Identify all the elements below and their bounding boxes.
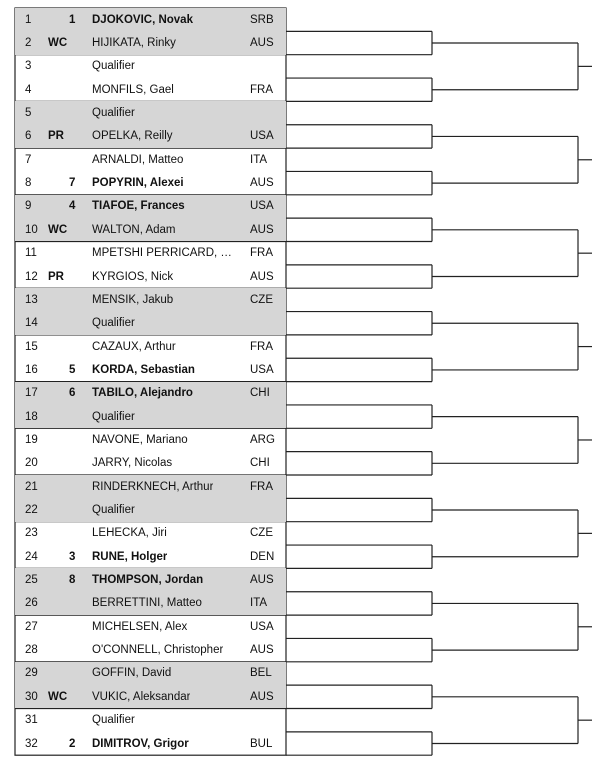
draw-position: 13 xyxy=(25,293,38,306)
player-name: KORDA, Sebastian xyxy=(92,363,195,376)
draw-position: 25 xyxy=(25,574,38,587)
draw-row xyxy=(15,498,286,521)
player-name: WALTON, Adam xyxy=(92,223,176,236)
draw-position: 28 xyxy=(25,644,38,657)
draw-row xyxy=(15,335,286,358)
seed-number: 1 xyxy=(69,13,76,26)
seed-number: 4 xyxy=(69,200,76,213)
draw-position: 31 xyxy=(25,714,38,727)
draw-row xyxy=(15,382,286,405)
seed-number: 3 xyxy=(69,550,76,563)
player-name: ARNALDI, Matteo xyxy=(92,153,184,166)
draw-position: 29 xyxy=(25,667,38,680)
draw-row xyxy=(15,475,286,498)
draw-row xyxy=(15,31,286,54)
draw-position: 20 xyxy=(25,457,38,470)
player-name: MENSIK, Jakub xyxy=(92,293,174,306)
country-code: AUS xyxy=(250,690,274,703)
draw-row xyxy=(15,55,286,78)
player-name: Qualifier xyxy=(92,714,135,727)
draw-position: 10 xyxy=(25,223,38,236)
country-code: CHI xyxy=(250,387,270,400)
draw-position: 2 xyxy=(25,37,32,50)
country-code: DEN xyxy=(250,550,275,563)
draw-position: 11 xyxy=(25,247,37,260)
draw-position: 19 xyxy=(25,433,38,446)
country-code: AUS xyxy=(250,270,274,283)
draw-position: 26 xyxy=(25,597,38,610)
player-name: TIAFOE, Frances xyxy=(92,200,185,213)
player-name: Qualifier xyxy=(92,504,135,517)
draw-row xyxy=(15,428,286,451)
draw-position: 23 xyxy=(25,527,38,540)
player-name: JARRY, Nicolas xyxy=(92,457,173,470)
draw-row xyxy=(15,8,286,31)
draw-row xyxy=(15,638,286,661)
country-code: USA xyxy=(250,200,274,213)
draw-position: 18 xyxy=(25,410,38,423)
country-code: ITA xyxy=(250,597,268,610)
draw-position: 16 xyxy=(25,363,38,376)
country-code: AUS xyxy=(250,177,274,190)
player-name: O'CONNELL, Christopher xyxy=(92,644,224,657)
player-name: CAZAUX, Arthur xyxy=(92,340,176,353)
player-name: RINDERKNECH, Arthur xyxy=(92,480,214,493)
player-name: MONFILS, Gael xyxy=(92,83,174,96)
draw-row xyxy=(15,148,286,171)
country-code: SRB xyxy=(250,13,274,26)
seed-number: 8 xyxy=(69,574,76,587)
player-name: MPETSHI PERRICARD, … xyxy=(92,247,232,260)
draw-row xyxy=(15,522,286,545)
player-name: Qualifier xyxy=(92,60,135,73)
draw-position: 22 xyxy=(25,504,38,517)
draw-position: 6 xyxy=(25,130,32,143)
draw-row xyxy=(15,452,286,475)
player-name: MICHELSEN, Alex xyxy=(92,620,188,633)
player-name: TABILO, Alejandro xyxy=(92,387,193,400)
draw-position: 8 xyxy=(25,177,32,190)
country-code: BUL xyxy=(250,737,273,750)
player-name: NAVONE, Mariano xyxy=(92,433,188,446)
player-name: Qualifier xyxy=(92,317,135,330)
country-code: CZE xyxy=(250,293,273,306)
player-name: Qualifier xyxy=(92,410,135,423)
player-name: VUKIC, Aleksandar xyxy=(92,690,191,703)
draw-row xyxy=(15,101,286,124)
draw-position: 1 xyxy=(25,13,32,26)
seed-number: 5 xyxy=(69,363,76,376)
country-code: USA xyxy=(250,363,274,376)
country-code: AUS xyxy=(250,574,274,587)
country-code: AUS xyxy=(250,37,274,50)
country-code: AUS xyxy=(250,223,274,236)
draw-position: 30 xyxy=(25,690,38,703)
draw-position: 14 xyxy=(25,317,38,330)
draw-position: 9 xyxy=(25,200,32,213)
draw-position: 27 xyxy=(25,620,38,633)
draw-row xyxy=(15,732,286,755)
entry-tag: WC xyxy=(48,223,68,236)
draw-row xyxy=(15,592,286,615)
country-code: ARG xyxy=(250,433,275,446)
country-code: USA xyxy=(250,620,274,633)
player-name: RUNE, Holger xyxy=(92,550,168,563)
country-code: FRA xyxy=(250,247,273,260)
country-code: USA xyxy=(250,130,274,143)
draw-position: 12 xyxy=(25,270,38,283)
draw-position: 3 xyxy=(25,60,32,73)
country-code: CZE xyxy=(250,527,273,540)
country-code: CHI xyxy=(250,457,270,470)
seed-number: 2 xyxy=(69,737,76,750)
seed-number: 7 xyxy=(69,177,76,190)
player-name: GOFFIN, David xyxy=(92,667,172,680)
draw-row xyxy=(15,709,286,732)
draw-row xyxy=(15,545,286,568)
draw-row xyxy=(15,288,286,311)
player-name: DIMITROV, Grigor xyxy=(92,737,189,750)
player-name: DJOKOVIC, Novak xyxy=(92,13,193,26)
country-code: FRA xyxy=(250,340,273,353)
draw-position: 32 xyxy=(25,737,38,750)
draw-position: 4 xyxy=(25,83,32,96)
player-name: HIJIKATA, Rinky xyxy=(92,37,176,50)
country-code: ITA xyxy=(250,153,268,166)
player-name: LEHECKA, Jiri xyxy=(92,527,167,540)
draw-row xyxy=(15,242,286,265)
country-code: FRA xyxy=(250,83,273,96)
player-name: KYRGIOS, Nick xyxy=(92,270,174,283)
seed-number: 6 xyxy=(69,387,76,400)
draw-row xyxy=(15,195,286,218)
draw-position: 7 xyxy=(25,153,32,166)
draw-row xyxy=(15,171,286,194)
draw-row xyxy=(15,218,286,241)
player-name: OPELKA, Reilly xyxy=(92,130,173,143)
draw-position: 5 xyxy=(25,107,32,120)
draw-row xyxy=(15,662,286,685)
draw-position: 15 xyxy=(25,340,38,353)
draw-row xyxy=(15,405,286,428)
draw-row xyxy=(15,358,286,381)
country-code: FRA xyxy=(250,480,273,493)
draw-row xyxy=(15,265,286,288)
draw-row xyxy=(15,568,286,591)
draw-row xyxy=(15,125,286,148)
entry-tag: WC xyxy=(48,690,68,703)
player-name: Qualifier xyxy=(92,107,135,120)
entry-tag: WC xyxy=(48,37,68,50)
draw-position: 21 xyxy=(25,480,38,493)
draw-row xyxy=(15,615,286,638)
player-name: POPYRIN, Alexei xyxy=(92,177,184,190)
draw-row xyxy=(15,685,286,708)
draw-position: 24 xyxy=(25,550,38,563)
entry-tag: PR xyxy=(48,270,64,283)
entry-tag: PR xyxy=(48,130,64,143)
player-name: THOMPSON, Jordan xyxy=(92,574,204,587)
draw-row xyxy=(15,312,286,335)
country-code: AUS xyxy=(250,644,274,657)
player-name: BERRETTINI, Matteo xyxy=(92,597,202,610)
draw-position: 17 xyxy=(25,387,38,400)
country-code: BEL xyxy=(250,667,272,680)
draw-row xyxy=(15,78,286,101)
